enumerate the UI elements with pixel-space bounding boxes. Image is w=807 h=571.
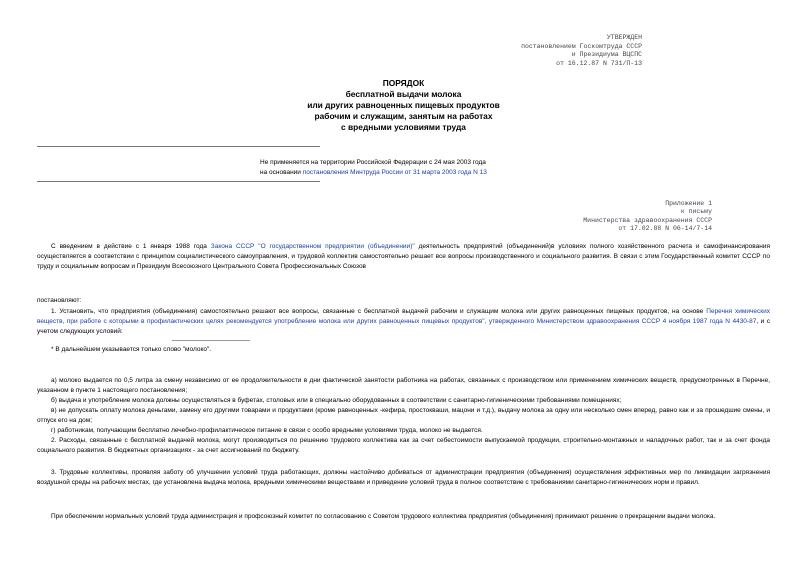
appendix-line: от 17.02.88 N 06-14/7-14 [618, 225, 712, 233]
law-link[interactable]: Закона СССР "О государственном предприятии (объединении)" [210, 243, 415, 250]
paragraph-3-block [37, 468, 770, 488]
appendix-line: к письму [680, 208, 712, 216]
footnote: * В дальнейшем указывается только слово "молоко". [51, 346, 212, 353]
title-line: или других равноценных пищевых продуктов [307, 100, 500, 110]
appendix-stamp [492, 200, 712, 234]
title-line: бесплатной выдачи молока [345, 89, 462, 99]
approval-line: и Президиума ВЦСПС [571, 51, 642, 58]
approval-line: УТВЕРЖДЕН [606, 34, 642, 41]
item-v: в) не допускать оплату молока деньгами, замену его другими товарами и продуктами (кроме равноценных -кефира, простокваши, мацони и т.д.), выдачу молока за одну или несколько смен вперед, равно как и за прошедшие смены, и отпуск его на дом; [37, 407, 770, 424]
footnote-divider [172, 340, 250, 341]
applicability-notice [260, 158, 560, 178]
approval-line: постановлением Госкомтруда СССР [521, 42, 642, 50]
intro-text: деятельность предприятий (объединений)в условиях полного хозяйственного расчета и самофинансирования осуществляется в соответствии с принципом социалистического самоуправления, и трудовой коллектив самостоятельно решает все вопросы производственного и социального развития. В связи с этим Государственный комитет СССР по труду и социальным вопросам и Президиум Всесоюзного Центрального Совета Профессиональных Союзов [37, 243, 771, 270]
chemicals-list-link[interactable]: Перечня химических веществ, при работе с которыми в профилактических целях рекомендуется употребление молока или других равноценных пищевых продуктов", утвержденного Министерством здравоохранения СССР 4 ноября 1987 года N 4430-87 [37, 308, 771, 325]
item-b: б) выдача и употребление молока должны осуществляться в буфетах, столовых или в специально оборудованных в соответствии с санитарно-гигиеническими требованиями помещениях; [51, 397, 622, 404]
p1-text: 1. Установить, что предприятия (объединения) самостоятельно решают все вопросы, связанные с бесплатной выдачей рабочим и служащим молока или других равноценных пищевых продуктов, на основе [51, 308, 707, 315]
intro-paragraph [37, 242, 770, 272]
item-g: г) работникам, получающим бесплатно лечебно-профилактическое питание в связи с особо вредными условиями труда, молоко не выдается. [51, 427, 483, 434]
approval-stamp [442, 34, 642, 68]
conditions-list [37, 376, 770, 456]
title-line: рабочим и служащим, занятым на работах [314, 111, 493, 121]
paragraph-3: 3. Трудовые коллективы, проявляя заботу об улучшении условий труда работающих, должны настойчиво добиваться от администрации предприятия (объединения) осуществления эффективных мер по ликвидации загрязнения воздушной среды на рабочих местах, где установлена выдача молока, вредными химическими веществами и приведение условий труда в полное соответствие с требованиями санитарно-гигиенических норм и правил. [37, 469, 770, 486]
paragraph-2: 2. Расходы, связанные с бесплатной выдачей молока, могут производиться по решению трудового коллектива как за счет себестоимости выпускаемой продукции, строительно-монтажных и наладочных работ, так и за счет фонда социального развития. В бюджетных организациях - за счет ассигнований по бюджету. [37, 437, 770, 454]
title-line: с вредными условиями труда [341, 122, 466, 132]
document-title [0, 78, 807, 133]
paragraph-4: При обеспечении нормальных условий труда администрация и профсоюзный комитет по согласованию с Советом трудового коллектива предприятия (объединения) принимают решение о прекращении выдачи молока. [51, 513, 716, 520]
paragraph-1 [37, 307, 770, 337]
item-a: а) молоко выдается по 0,5 литра за смену независимо от ее продолжительности в дни фактической занятости работника на работах, связанных с производством или применением химических веществ, предусмотренных в Перечне, указанном в пункте 1 настоящего постановления; [37, 377, 770, 394]
divider-top [37, 146, 320, 147]
notice-line: Не применяется на территории Российской Федерации с 24 мая 2003 года [260, 159, 486, 166]
appendix-line: Приложение 1 [665, 200, 712, 207]
p1-text: , и с учетом следующих условий: [37, 318, 770, 335]
intro-text: С введением в действие с 1 января 1988 года [51, 243, 211, 250]
divider-bottom [37, 181, 320, 182]
approval-line: от 16.12.87 N 731/П-13 [556, 59, 642, 67]
appendix-line: Министерства здравоохранения СССР [583, 216, 712, 224]
resolved-label: постановляют: [37, 297, 82, 304]
notice-text: на основании [260, 169, 303, 176]
paragraph-4-block [37, 512, 770, 522]
notice-line [260, 168, 560, 178]
title-line: ПОРЯДОК [382, 78, 425, 88]
resolution-link[interactable]: постановления Минтруда России от 31 марта 2003 года N 13 [302, 169, 487, 176]
